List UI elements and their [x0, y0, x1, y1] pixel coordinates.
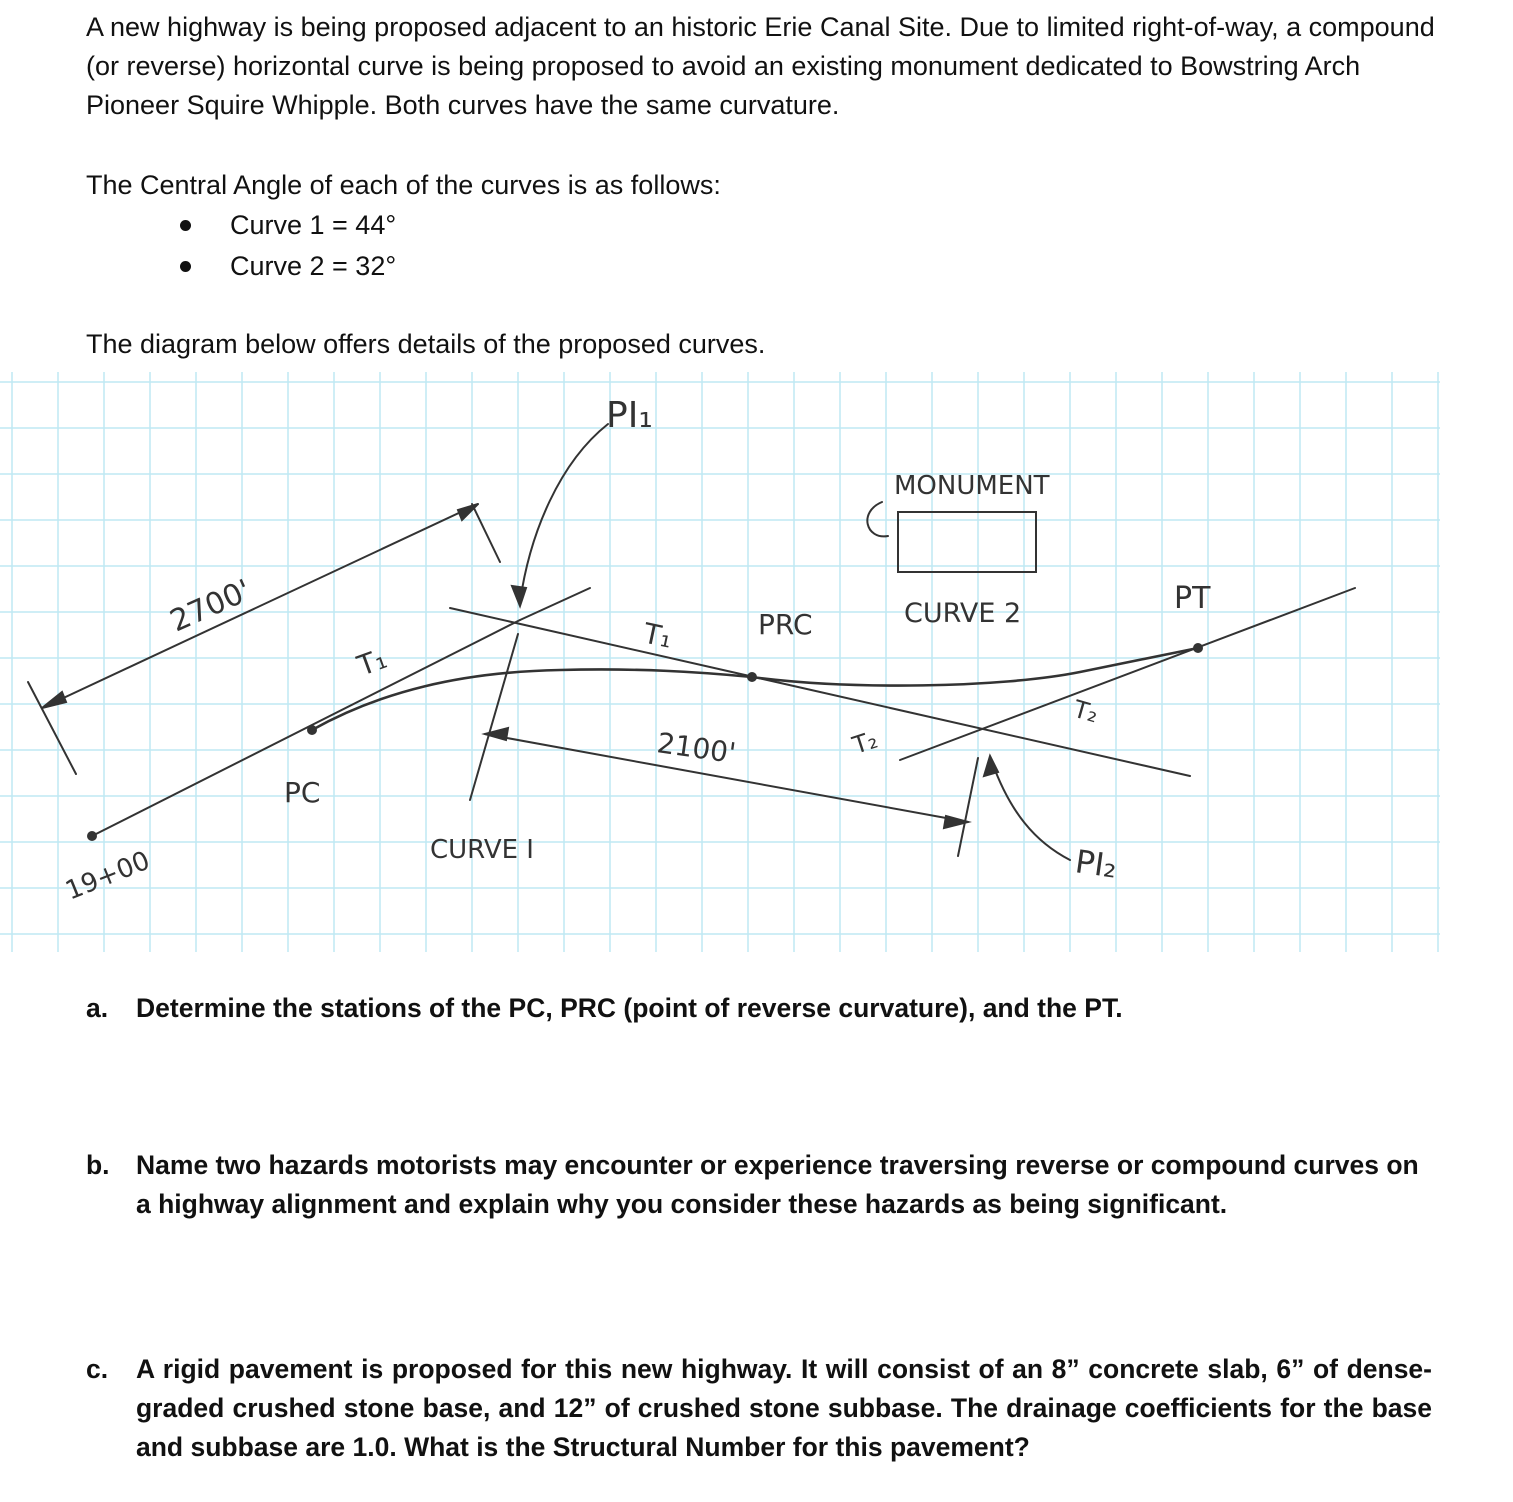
- pi1-label: PI₁: [606, 395, 653, 436]
- pc-label: PC: [284, 776, 321, 809]
- curve-angle-list: [180, 205, 396, 287]
- question-c-label: c.: [86, 1354, 109, 1384]
- pc-point: [307, 725, 317, 735]
- t2-left-label: T₂: [849, 725, 881, 760]
- pt-label: PT: [1174, 581, 1211, 616]
- prc-point: [747, 672, 757, 682]
- diagram-intro: The diagram below offers details of the proposed curves.: [86, 329, 766, 359]
- curve-2-angle: Curve 2 = 32°: [180, 246, 396, 287]
- tangent-line-1-ext: [520, 588, 590, 620]
- monument-pointer: [867, 502, 888, 536]
- question-b-text: Name two hazards motorists may encounter or experience traversing reverse or compound curves on a highway alignment and explain why you consider these hazards as being significant.: [136, 1150, 1419, 1219]
- question-c: [86, 1350, 1432, 1467]
- question-b-label: b.: [86, 1150, 110, 1180]
- arrowhead-2700-left: [42, 692, 66, 708]
- pt-point: [1193, 643, 1203, 653]
- length-2100-label: 2100': [655, 726, 738, 770]
- monument-label: MONUMENT: [894, 471, 1050, 501]
- sketch-points: [87, 643, 1203, 841]
- monument-box: [898, 512, 1036, 572]
- central-angle-intro: The Central Angle of each of the curves is as follows:: [86, 170, 721, 200]
- prc-label: PRC: [758, 608, 813, 641]
- question-b: [86, 1146, 1432, 1224]
- station-label: 19+00: [61, 845, 155, 907]
- extension-line-pi1: [472, 504, 500, 562]
- curve2-label: CURVE 2: [904, 598, 1022, 629]
- sketch-lines: [28, 424, 1355, 860]
- curve1-label: CURVE I: [430, 835, 534, 865]
- pi2-label: PI₂: [1072, 842, 1120, 886]
- question-a-label: a.: [86, 993, 109, 1023]
- extension-line-pi1-down: [470, 634, 518, 800]
- dimension-line-2700: [42, 504, 478, 708]
- length-2700-label: 2700': [165, 572, 257, 640]
- question-c-text: A rigid pavement is proposed for this new highway. It will consist of an 8” concrete slab, 6” of dense-graded crushed stone base, and 12” of crushed stone subbase. The drainage coefficients for the base and subbase are 1.0. What is the Structural Number for this pavement?: [136, 1354, 1432, 1462]
- t1-right-label: T₁: [640, 616, 676, 655]
- t1-left-label: T₁: [353, 641, 392, 683]
- pi2-pointer-arrow: [992, 762, 1070, 860]
- question-a-text: Determine the stations of the PC, PRC (point of reverse curvature), and the PT.: [136, 993, 1123, 1023]
- t2-right-label: T₂: [1070, 694, 1102, 729]
- curve-1: [312, 669, 752, 730]
- curve-1-angle: Curve 1 = 44°: [180, 205, 396, 246]
- pi2-pointer-head: [984, 756, 998, 776]
- question-a: [86, 989, 1432, 1028]
- curve-diagram: [0, 372, 1440, 952]
- station-point: [87, 831, 97, 841]
- intro-paragraph: A new highway is being proposed adjacent to an historic Erie Canal Site. Due to limited right-of-way, a compound (or reverse) horizontal curve is being proposed to avoid an existing monument dedicated to Bowstring Arch Pioneer Squire Whipple. Both curves have the same curvature.: [86, 12, 1435, 120]
- pi1-pointer-head: [512, 586, 526, 606]
- grid-paper: [0, 372, 1440, 952]
- curve-2: [752, 648, 1198, 686]
